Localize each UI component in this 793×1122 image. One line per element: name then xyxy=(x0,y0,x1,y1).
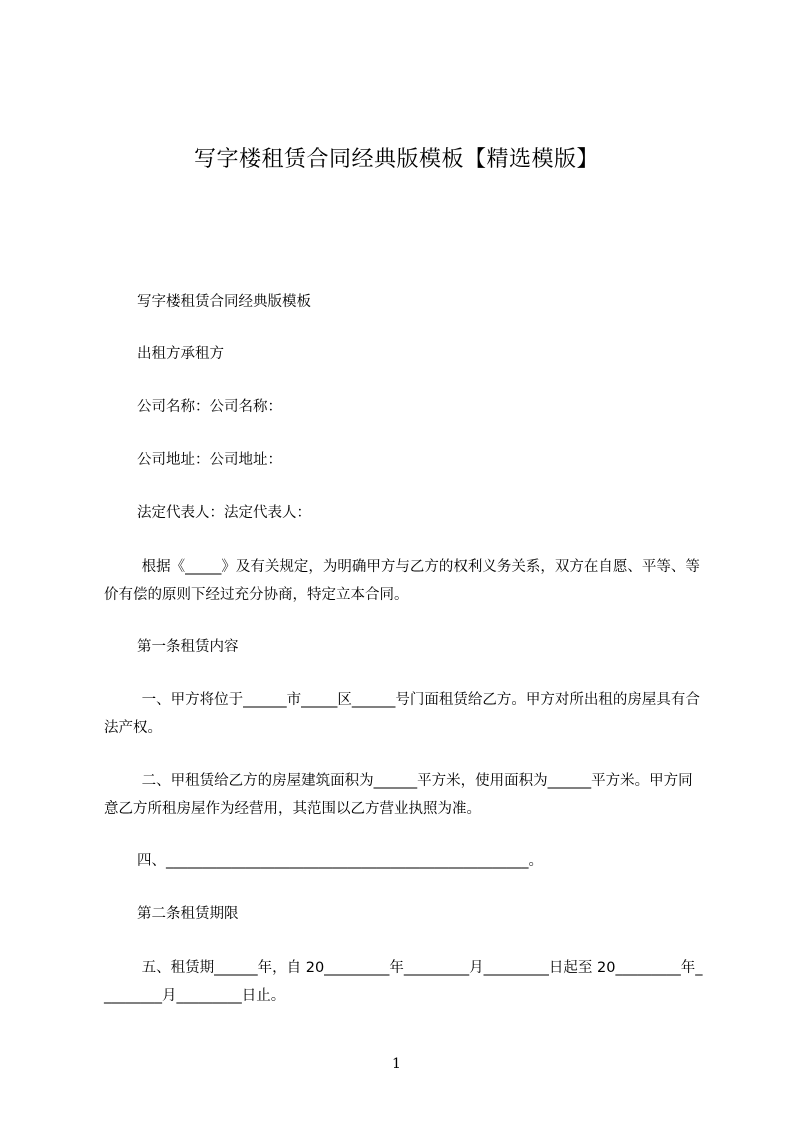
paragraph-company-name: 公司名称：公司名称： xyxy=(137,399,282,415)
paragraph-parties: 出租方承租方 xyxy=(137,346,224,362)
section-heading-2: 第二条租赁期限 xyxy=(137,906,239,922)
document-title: 写字楼租赁合同经典版模板【精选模版】 xyxy=(193,147,599,172)
paragraph-subtitle: 写字楼租赁合同经典版模板 xyxy=(137,294,311,310)
paragraph-company-address: 公司地址：公司地址： xyxy=(137,452,282,468)
paragraph-preamble: 根据《_____》及有关规定，为明确甲方与乙方的权利义务关系，双方在自愿、平等、等价有偿的原则下经过充分协商，特定立本合同。 xyxy=(104,559,700,603)
clause-1: 一、甲方将位于______市_____区______号门面租赁给乙方。甲方对所出租的房屋具有合法产权。 xyxy=(104,692,700,736)
clause-4: 四、__________________________________________________。 xyxy=(137,853,543,869)
clause-5: 五、租赁期______年，自 20_________年_________月_________日起至 20_________年_________月_________日止。 xyxy=(104,960,703,1004)
paragraph-legal-representative: 法定代表人：法定代表人： xyxy=(137,505,311,521)
section-heading-1: 第一条租赁内容 xyxy=(137,639,239,655)
clause-2: 二、甲租赁给乙方的房屋建筑面积为______平方米，使用面积为______平方米。甲方同意乙方所租房屋作为经营用，其范围以乙方营业执照为准。 xyxy=(104,773,693,817)
page-number: 1 xyxy=(392,1056,401,1072)
